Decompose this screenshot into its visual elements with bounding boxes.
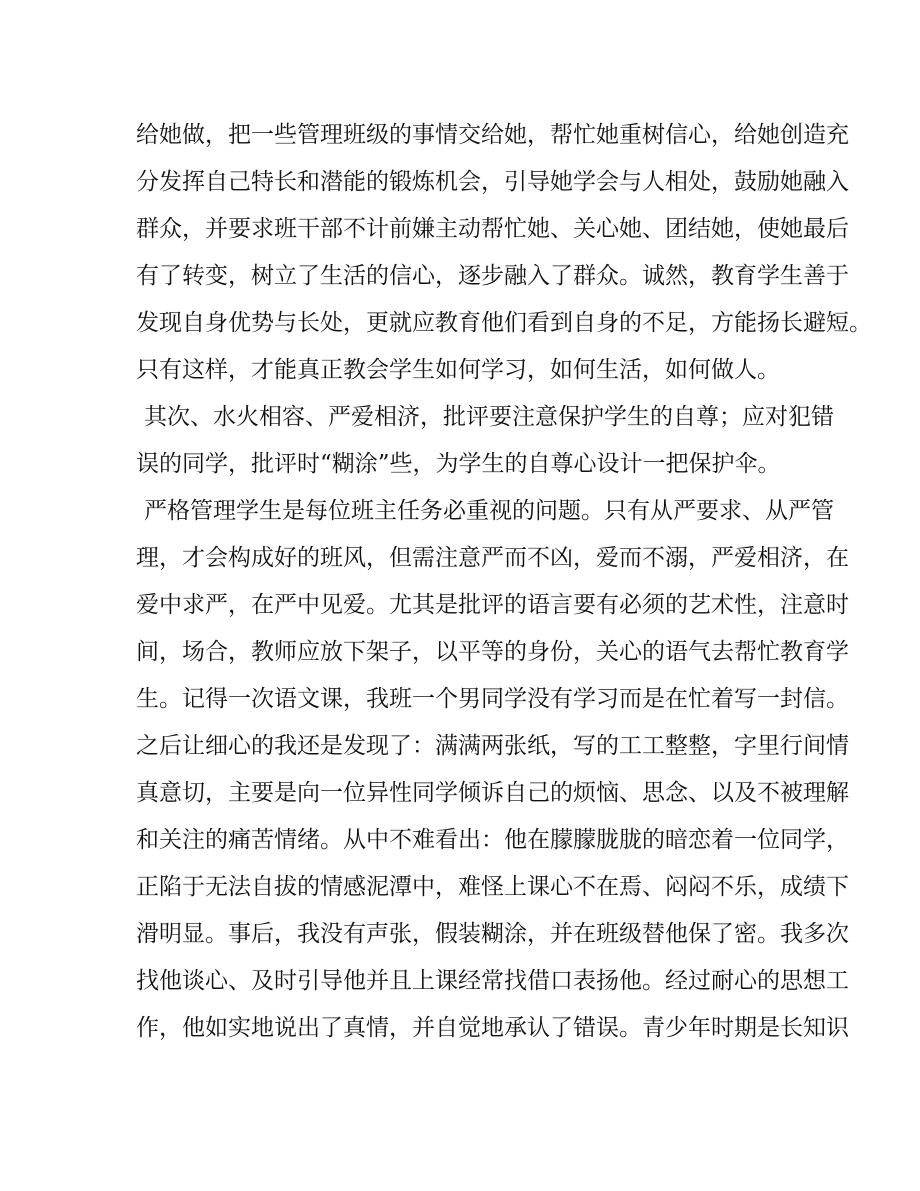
text-line: 爱中求严，在严中见爱。尤其是批评的语言要有必须的艺术性，注意时 bbox=[136, 592, 849, 618]
text-line: 群众，并要求班干部不计前嫌主动帮忙她、关心她、团结她，使她最后 bbox=[136, 216, 849, 242]
text-line: 给她做，把一些管理班级的事情交给她，帮忙她重树信心，给她创造充 bbox=[136, 122, 849, 148]
paragraph-3 bbox=[136, 488, 849, 1052]
text-line: 之后让细心的我还是发现了：满满两张纸，写的工工整整，字里行间情 bbox=[136, 733, 849, 759]
text-line: 发现自身优势与长处，更就应教育他们看到自身的不足，方能扬长避短。 bbox=[136, 310, 872, 336]
text-line: 正陷于无法自拔的情感泥潭中，难怪上课心不在焉、闷闷不乐，成绩下 bbox=[136, 874, 849, 900]
text-line: 和关注的痛苦情绪。从中不难看出：他在朦朦胧胧的暗恋着一位同学， bbox=[136, 827, 849, 853]
paragraph-1 bbox=[136, 112, 872, 394]
text-line: 真意切，主要是向一位异性同学倾诉自己的烦恼、思念、以及不被理解 bbox=[136, 780, 849, 806]
text-line: 生。记得一次语文课，我班一个男同学没有学习而是在忙着写一封信。 bbox=[136, 686, 849, 712]
text-line: 其次、水火相容、严爱相济，批评要注意保护学生的自尊；应对犯错 bbox=[144, 404, 834, 430]
paragraph-2 bbox=[136, 394, 834, 488]
text-line: 误的同学，批评时“糊涂”些，为学生的自尊心设计一把保护伞。 bbox=[136, 451, 781, 477]
text-line: 找他谈心、及时引导他并且上课经常找借口表扬他。经过耐心的思想工 bbox=[136, 968, 849, 994]
text-line: 有了转变，树立了生活的信心，逐步融入了群众。诚然，教育学生善于 bbox=[136, 263, 849, 289]
text-line: 作，他如实地说出了真情，并自觉地承认了错误。青少年时期是长知识 bbox=[136, 1015, 849, 1041]
text-line: 严格管理学生是每位班主任务必重视的问题。只有从严要求、从严管 bbox=[144, 498, 834, 524]
text-line: 分发挥自己特长和潜能的锻炼机会，引导她学会与人相处，鼓励她融入 bbox=[136, 169, 849, 195]
body-text bbox=[136, 112, 872, 1052]
text-line: 理，才会构成好的班风，但需注意严而不凶，爱而不溺，严爱相济，在 bbox=[136, 545, 849, 571]
text-line: 只有这样，才能真正教会学生如何学习，如何生活，如何做人。 bbox=[136, 357, 780, 383]
text-line: 间，场合，教师应放下架子，以平等的身份，关心的语气去帮忙教育学 bbox=[136, 639, 849, 665]
text-line: 滑明显。事后，我没有声张，假装糊涂，并在班级替他保了密。我多次 bbox=[136, 921, 849, 947]
